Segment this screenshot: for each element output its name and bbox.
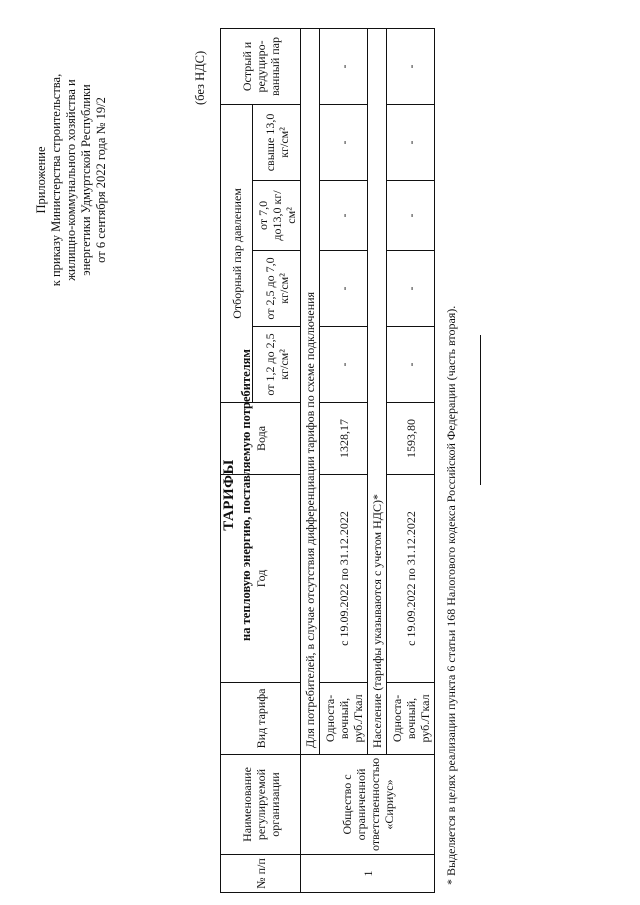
sharp-steam-value: - [320,28,368,104]
pressure-4-value: - [320,104,368,180]
footnote-separator [480,335,481,485]
document-title: ТАРИФЫ [221,459,237,531]
tariff-period: с 19.09.2022 по 31.12.2022 [320,474,368,682]
tariff-table [220,28,435,893]
appendix-header [34,30,109,330]
appendix-line: Приложение [34,146,48,214]
header-organization: Наименование регулируемой организации [221,754,301,854]
vat-note: (без НДС) [193,50,207,105]
header-steam-group: Отборный пар давлением [221,104,253,402]
section-label: Для потребителей, в случае отсутствия дифференциации тарифов по схеме подключения [301,28,320,754]
header-pressure-1: от 1,2 до 2,5 кг/см² [253,326,301,402]
water-value: 1328,17 [320,402,368,474]
appendix-line: жилищно-коммунального хозяйства и [64,79,78,281]
appendix-line: энергетики Удмуртской Республики [79,84,93,276]
tariff-type: Односта- вочный, руб./Гкал [387,682,435,754]
appendix-line: к приказу Министерства строительства, [49,73,63,287]
header-pressure-4: свыше 13,0 кг/см² [253,104,301,180]
pressure-4-value: - [387,104,435,180]
pressure-1-value: - [387,326,435,402]
water-value: 1593,80 [387,402,435,474]
footnote: * Выделяется в целях реализации пункта 6 статьи 168 Налогового кодекса Российской Федерации (часть вторая). [444,305,458,885]
header-year: Год [221,474,301,682]
row-number: 1 [301,855,435,893]
header-pressure-2: от 2,5 до 7,0 кг/см² [253,250,301,326]
pressure-3-value: - [320,180,368,250]
appendix-line: от 6 сентября 2022 года № 19/2 [94,97,108,263]
tariff-period: с 19.09.2022 по 31.12.2022 [387,474,435,682]
section-label: Население (тарифы указываются с учетом НДС)* [368,28,387,754]
header-water: Вода [221,402,301,474]
header-no: № п/п [221,855,301,893]
header-sharp-steam: Острый и редуциро- ванный пар [221,28,301,104]
pressure-1-value: - [320,326,368,402]
pressure-3-value: - [387,180,435,250]
pressure-2-value: - [320,250,368,326]
header-pressure-3: от 7,0 до13,0 кг/см² [253,180,301,250]
organization-name: Общество с ограниченной ответственностью «Сириус» [301,754,435,854]
document-subtitle: на тепловую энергию, поставляемую потребителям [239,349,253,641]
header-tariff-type: Вид тарифа [221,682,301,754]
pressure-2-value: - [387,250,435,326]
tariff-type: Односта- вочный, руб./Гкал [320,682,368,754]
sharp-steam-value: - [387,28,435,104]
